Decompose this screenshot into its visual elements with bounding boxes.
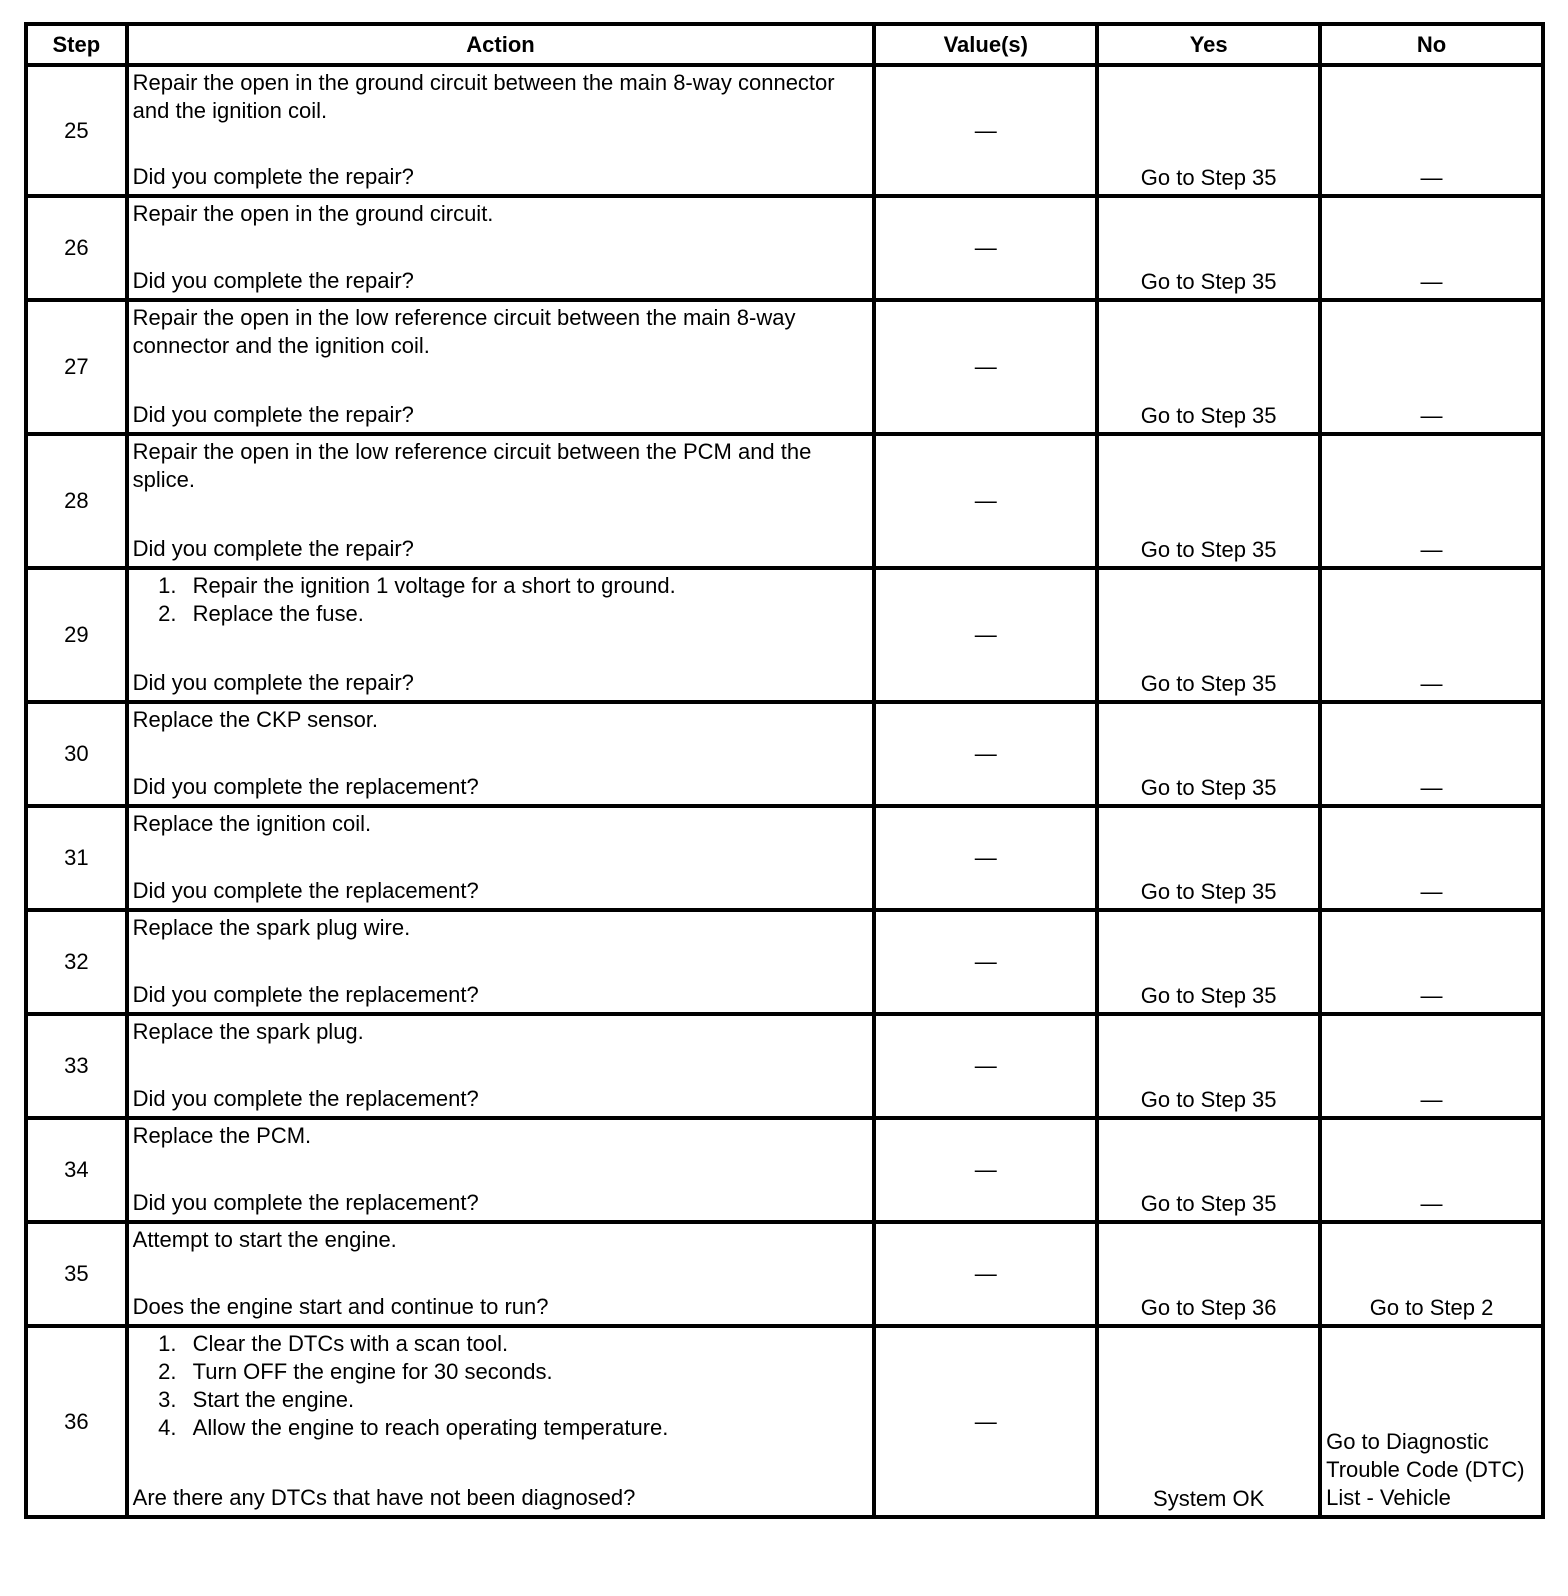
action-question: Did you complete the repair? xyxy=(132,536,414,561)
action-text: Repair the open in the ground circuit between the main 8-way connector and the ignition coil. xyxy=(132,70,835,123)
table-row xyxy=(26,702,1543,806)
yes-cell: Go to Step 35 xyxy=(1097,1014,1320,1118)
table-row xyxy=(26,1326,1543,1517)
step-number: 26 xyxy=(26,196,127,300)
step-number: 35 xyxy=(26,1222,127,1326)
action-question: Did you complete the repair? xyxy=(132,268,414,293)
action-steps-list xyxy=(133,1330,869,1442)
table-row xyxy=(26,910,1543,1014)
yes-cell: Go to Step 35 xyxy=(1097,702,1320,806)
table-row xyxy=(26,568,1543,702)
yes-cell: Go to Step 35 xyxy=(1097,910,1320,1014)
value-cell: — xyxy=(874,300,1097,434)
action-question: Did you complete the repair? xyxy=(132,670,414,695)
action-step-item: 1. Repair the ignition 1 voltage for a short to ground. xyxy=(183,572,869,600)
action-cell xyxy=(127,1326,875,1517)
step-number: 36 xyxy=(26,1326,127,1517)
action-cell xyxy=(127,196,875,300)
table-row xyxy=(26,1014,1543,1118)
no-cell: — xyxy=(1320,806,1543,910)
action-text: Replace the spark plug wire. xyxy=(132,915,411,940)
action-question: Did you complete the repair? xyxy=(132,402,414,427)
step-number: 29 xyxy=(26,568,127,702)
step-number: 34 xyxy=(26,1118,127,1222)
action-question: Did you complete the repair? xyxy=(132,164,414,189)
action-text: Repair the open in the ground circuit. xyxy=(132,201,494,226)
step-number: 25 xyxy=(26,65,127,196)
action-text: Replace the CKP sensor. xyxy=(132,707,379,732)
header-no: No xyxy=(1320,24,1543,65)
no-cell: — xyxy=(1320,434,1543,568)
action-step-item: 3. Start the engine. xyxy=(183,1386,869,1414)
table-row xyxy=(26,1222,1543,1326)
header-step: Step xyxy=(26,24,127,65)
yes-cell: Go to Step 35 xyxy=(1097,434,1320,568)
action-cell xyxy=(127,702,875,806)
value-cell: — xyxy=(874,196,1097,300)
action-cell xyxy=(127,568,875,702)
step-number: 27 xyxy=(26,300,127,434)
action-text: Repair the open in the low reference circuit between the main 8-way connector and the ignition coil. xyxy=(132,305,796,358)
header-row xyxy=(26,24,1543,65)
value-cell: — xyxy=(874,702,1097,806)
action-cell xyxy=(127,1222,875,1326)
action-question: Are there any DTCs that have not been diagnosed? xyxy=(132,1485,636,1510)
action-step-item: 2. Turn OFF the engine for 30 seconds. xyxy=(183,1358,869,1386)
no-cell: — xyxy=(1320,300,1543,434)
action-question: Did you complete the replacement? xyxy=(132,982,479,1007)
header-action: Action xyxy=(127,24,875,65)
action-question: Did you complete the replacement? xyxy=(132,774,479,799)
action-step-item: 1. Clear the DTCs with a scan tool. xyxy=(183,1330,869,1358)
action-cell xyxy=(127,65,875,196)
no-cell: — xyxy=(1320,568,1543,702)
no-cell: — xyxy=(1320,1118,1543,1222)
action-text: Attempt to start the engine. xyxy=(132,1227,397,1252)
step-number: 31 xyxy=(26,806,127,910)
no-cell: — xyxy=(1320,65,1543,196)
step-number: 32 xyxy=(26,910,127,1014)
action-question: Did you complete the replacement? xyxy=(132,1086,479,1111)
action-step-item: 4. Allow the engine to reach operating temperature. xyxy=(183,1414,869,1442)
value-cell: — xyxy=(874,1014,1097,1118)
no-cell: — xyxy=(1320,1014,1543,1118)
table-row xyxy=(26,196,1543,300)
no-cell: Go to Step 2 xyxy=(1320,1222,1543,1326)
table-row xyxy=(26,65,1543,196)
no-cell: — xyxy=(1320,910,1543,1014)
value-cell: — xyxy=(874,1222,1097,1326)
step-number: 33 xyxy=(26,1014,127,1118)
table-row xyxy=(26,434,1543,568)
yes-cell: Go to Step 35 xyxy=(1097,65,1320,196)
action-cell xyxy=(127,910,875,1014)
action-cell xyxy=(127,300,875,434)
value-cell: — xyxy=(874,568,1097,702)
yes-cell: Go to Step 36 xyxy=(1097,1222,1320,1326)
no-cell: Go to Diagnostic Trouble Code (DTC) List - Vehicle xyxy=(1320,1326,1543,1517)
yes-cell: Go to Step 35 xyxy=(1097,300,1320,434)
yes-cell: Go to Step 35 xyxy=(1097,568,1320,702)
diagnostic-table xyxy=(24,22,1545,1519)
action-cell xyxy=(127,1118,875,1222)
table-row xyxy=(26,806,1543,910)
yes-cell: System OK xyxy=(1097,1326,1320,1517)
action-cell xyxy=(127,806,875,910)
value-cell: — xyxy=(874,806,1097,910)
action-question: Did you complete the replacement? xyxy=(132,1190,479,1215)
action-text: Replace the ignition coil. xyxy=(132,811,372,836)
header-values: Value(s) xyxy=(874,24,1097,65)
value-cell: — xyxy=(874,1118,1097,1222)
step-number: 28 xyxy=(26,434,127,568)
action-text: Replace the PCM. xyxy=(132,1123,312,1148)
value-cell: — xyxy=(874,1326,1097,1517)
table-row xyxy=(26,300,1543,434)
value-cell: — xyxy=(874,65,1097,196)
yes-cell: Go to Step 35 xyxy=(1097,1118,1320,1222)
header-yes: Yes xyxy=(1097,24,1320,65)
action-step-item: 2. Replace the fuse. xyxy=(183,600,869,628)
no-cell: — xyxy=(1320,196,1543,300)
yes-cell: Go to Step 35 xyxy=(1097,196,1320,300)
value-cell: — xyxy=(874,910,1097,1014)
action-text: Replace the spark plug. xyxy=(132,1019,364,1044)
yes-cell: Go to Step 35 xyxy=(1097,806,1320,910)
value-cell: — xyxy=(874,434,1097,568)
action-text: Repair the open in the low reference circuit between the PCM and the splice. xyxy=(132,439,812,492)
table-row xyxy=(26,1118,1543,1222)
action-cell xyxy=(127,1014,875,1118)
no-cell: — xyxy=(1320,702,1543,806)
action-cell xyxy=(127,434,875,568)
step-number: 30 xyxy=(26,702,127,806)
action-steps-list xyxy=(133,572,869,628)
action-question: Did you complete the replacement? xyxy=(132,878,479,903)
action-question: Does the engine start and continue to run? xyxy=(132,1294,549,1319)
